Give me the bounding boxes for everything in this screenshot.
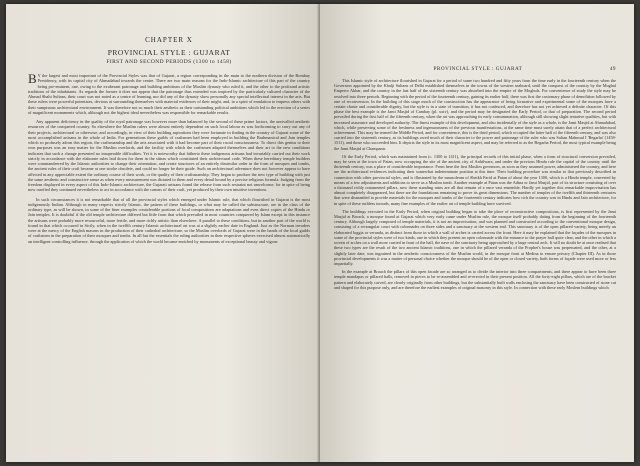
- book-spread: [6, 4, 634, 462]
- paragraph-1: [28, 73, 310, 115]
- paragraph-1-text: Y the largest and most important of the Provincial Styles was that of Gujarat, a region corresponding in the main to the northern division of the Bombay Presidency, with its capital city of Ahmadabad towards the centre. There are two main reasons for the Indo-Islamic architecture of this part of the country being pre-eminent, one, owing to the exuberant patronage and building ambitions of the Muslim dynasty who ruled it, and the other to the profound artistic traditions of the inhabitants. As regards the former it does not appear that the patronage thus extended was inspired by the particularly cultured character of the Ahmad Shahi Sultans, their court was not noted as a centre of learning, nor did any of the dynasty show personally any special intellectual interest in the arts. But these rulers were powerful potentates, devious at surrounding themselves with material evidences of their might, and, in a spirit of emulation to impress others with their sumptuous architectural environment. It was therefore not so much their aesthetic as their outstanding political ambitions which led to the erection of a series of magnificent monuments which, although not the highest ideal nevertheless was responsible for remarkable results.: [28, 73, 310, 115]
- page-number: 49: [609, 66, 616, 72]
- chapter-title: PROVINCIAL STYLE : GUJARAT: [107, 48, 231, 57]
- right-paragraph-4: In the example at Broach the pillars of this open facade are so arranged as to divide the interior into three compartments, and there appear to have been three temple mandapas or pillared halls, removed in pieces to be re-assembled and re-erected in their present position. All the forty-eight pillars, which are of the bracket pattern and elaborately carved, are clearly originally from other buildings, but the substantially built walls enclosing the sanctuary have been constructed of stone cut and shaped for this purpose only, and are therefore the earliest examples of original masonry in this style. In connection with these early Moslem buildings which: [334, 269, 616, 290]
- running-head-title: PROVINCIAL STYLE : GUJARAT: [433, 66, 523, 72]
- running-head: [334, 66, 616, 72]
- right-paragraph-3: The buildings executed in the Early Period, when original building began to take the place of reconstructive compositions, is first represented by the Jami Masjid at Broach, a mosque found at Gujarat which very early came under Muslim rule, the mosque itself probably dating from the beginning of the fourteenth century. Although largely composed of temple materials, it is not an improvisation, and was planned and constructed according to the conventional mosque design, consisting of a rectangular court with colonnades on three sides and a sanctuary at the western end. This sanctuary is of the open pillared variety, being merely an elaborated loggia or veranda, as distinct from those in which a wall of arches is carried across the front. Here it may be explained that the façades of the mosques in some of the provincial styles were of two kinds, one in which they present an open colonnade with the entrance to the prayer hall quite clear, and the other in which a screen of arches on a wall more carried in front of the hall, the nave of the sanctuary being approached by a large central arch. It will no doubt be at once realised that these two types are the result of the two ancient Islamic traditions, one in which the pillared veranda of the Prophet's house was perpetuated, and the other, at a slightly later date, was ingrained in the aesthetic consciousness of the Muslim world, in the mosque front at Medina to ensure privacy (Chapter III). As in those provincial developments it was a matter of personal choice whether the mosque should be of the open or closed variety, both forms of façade were used more or less impartially.: [334, 208, 616, 266]
- right-page: [320, 4, 634, 462]
- drop-cap: B: [28, 71, 37, 86]
- paragraph-3: In such circumstances it is not remarkable that of all the provincial styles which emerged under Islamic rule, that which flourished in Gujarat is the most indigenously Indian. Although in many respects strictly Islamic, the pattern of these buildings, or what may be called the substructure, are in the class of the ordinary type, as will be shown, in some of the finer examples considerable portions of local compositions are adaptations and even direct copies of the Hindu or Jain temples. It is doubtful if the old temple architecture differed but little from that which prevailed in most countries conquered by Islam except in this instance the artisans were probably more resourceful, more fertile, and more richly artistic than elsewhere. A parallel to these conditions, but in another part of the world is found in that which occurred in Sicily, when in the twelfth century Islamic architectural art was at a slightly earlier date in England. Just as the Norman invaders were at the mercy of the English masons in the production of their cathedral architecture, so the Muslim overlords of Gujarat were in the hands of the local guilds of craftsmen in the preparation of their mosques and tombs. In all but the essentials the ruling authorities in their respective spheres exercised almost automatically an intelligent controlling influence, through the application of which the world became enriched by monuments of exceptional beauty and vigour.: [28, 196, 310, 244]
- chapter-subtitle: FIRST AND SECOND PERIODS (1300 to 1458): [106, 59, 232, 65]
- chapter-number: CHAPTER X: [145, 36, 193, 44]
- paragraph-2: Any apparent deficiency in the quality of the royal patronage was however more than balanced by the second of these prime factors, the unrivalled aesthetic resources of the conquered country. So elsewhere the Muslim rulers were almost entirely dependent on such local labour as was forthcoming to carry out any of their projects, architectural or otherwise, and accordingly, in view of their building aspirations they were fortunate in finding in the country of Gujarat some of the most accomplished artisans in the whole of India. For generations these guilds of craftsmen had been employed in building the Brahmanical and Jain temples which so profusely adorn this region, the craftsmanship and the arts associated with it had become part of their racial consciousness. To direct this genius to their own purposes was an easy matter for the Muslim overlords, and the facility with which the craftsmen adapted themselves and their art to the new conditions indicates that such a change presented no insuperable difficulties. Yet it is noteworthy that hitherto these indigenous artisans had invariably carried out their work strictly in accordance with the elaborate rules laid down for them in the sûtras which constituted their architectural code. When these hereditary temple builders were commandeered by the Islamic authorities to change their orientation, and create structures of an entirely dissimilar order in the form of mosques and tombs, the ancient rules of their craft became at one stroke obsolete, and could no longer be their guide. Such an architectural adventure does not however appear to have affected in any appreciable extent the ordinary course of their work, or the quality of their craftsmanship. They began to produce the new type of building with just the same aesthetic and constructive sense as when every measurement was dictated to them and every detail bound by a precise religious formula. Judging from the freedom displayed in every aspect of this Indo-Islamic architecture, the Gujarati artisans found the release from such restraint not unwelcome, for in spite of being now rarefied they continued nevertheless to act in accordance with the canons of their craft, yet produced by their own intuitive inventions.: [28, 119, 310, 193]
- right-paragraph-2: Of the Early Period, which was maintained from (c. 1300 to 1411), the principal records of this initial phase, when a form of structural conversion prevailed, may be seen at the town of Patan, now occupying the site of the ancient city of Anhilwara, and under the previous Hindu rule the capital of the country until the thirteenth century, was a place of considerable importance. From here the first Muslim governors, as soon as they assumed power, administered the country, and here are the architectural evidences indicating their somewhat indeterminate position at this time. Their building procedure was similar to that previously described in connection with other provincial styles, and is illustrated by the mausoleum of Sheikh Farid at Patan of about the year 1300, which is a Hindu temple, converted by means of a few adjustments and additions to serve as a Muslim tomb. Another example at Patan was the Adina or Jami Masjid, part of its structure consisting of over a thousand richly ornamented pillars, now these standing ruins are all that remain of a once vast ensemble. Hardly yet together this remarkable improvisation has almost completely disappeared, but there are the foundations remaining to prove its great dimensions. The number of temples of the twelfth and thirteenth centuries that were dismantled to provide materials for the mosques and tombs of the fourteenth century indicates how rich the country was in Hindu and Jain architecture, for in spite of these ruthless inroads, many fine examples of the earlier art of temple building have survived.: [334, 153, 616, 206]
- right-paragraph-1: This Islamic style of architecture flourished in Gujarat for a period of some two hundred and fifty years from the time early in the fourteenth century when the Governors appointed by the Khalji Sultans of Delhi established themselves in the towns of the western seaboard, until the conquest of the country by the Mughal Emperor Akbar, and the country in the last half of the sixteenth century was absorbed into the empire of the Moghuls. For convenience of study the style may be resolved into three periods. Beginning with the period of the fourteenth century, gaining its earlier half, there was first the customary phase of demolition followed by one of reconversion. In the building of this stage much of the construction has the appearance of being formative and experimental some of the mosques have a certain chaste and considerable dignity, but the style is in a state of transition, it has not coalesced, and therefore has not yet achieved a definite character. Of this phase the best example is the Jami Masjid of Cambay (pl. xxiv), and the period may be designated the Early Period, or that of preparation. The second period prevailed during the first half of the fifteenth century, when the art was approaching its early consummation, although still showing slight tentative qualities, but with increased assurance and developed authority. The finest example of this development, and also incidentally of the style as a whole, is the Jami Masjid at Ahmadabad, which, while preserving some of the freshness and ingenuousness of the previous manifestations, at the same time must surely attain that of a perfect architectural achievement. This may be termed the Middle Period, and for convenience, this is the third period, which occupied the latter half of the fifteenth century, and was also carried into the sixteenth century, as its buildings owed much of their character to the power and patronage of the ruler who was Sultan Mahmud I 'Begarha' (1458-1511), and those who succeeded him. It depicts the style in its most magnificent aspect, and may be referred to as the Begarha Period, the most typical example being the Jami Masjid at Champanir.: [334, 78, 616, 151]
- left-page: [6, 4, 320, 462]
